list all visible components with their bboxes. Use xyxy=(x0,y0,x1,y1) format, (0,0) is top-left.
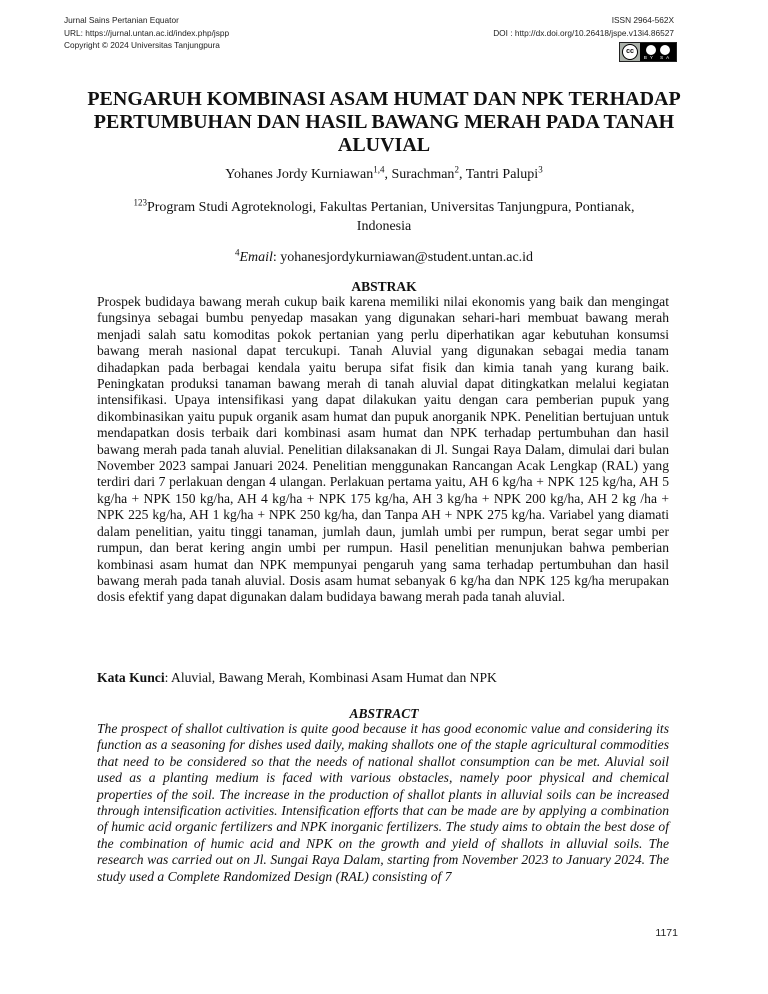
keywords xyxy=(97,670,669,686)
abstract-body: The prospect of shallot cultivation is quite good because it has good economic value and considering its function as a seasoning for dishes used daily, making shallots one of the staple agricultural commodities that need to be considered so that the needs of national shallot consumption can be met. Aluvial soil used as a planting medium is faced with various obstacles, namely poor physical and chemical properties of the soil. The increase in the production of shallot plants in alluvial soils can be increased through intensification activities. Intensification efforts that can be made are by applying a combination of humic acid organic fertilizers and NPK inorganic fertilizers. The study aims to obtain the best dose of the combination of humic acid and NPK on the growth and yield of shallots in alluvial soils. The research was carried out on Jl. Sungai Raya Dalam, starting from November 2023 to January 2024. The study used a Complete Randomized Design (RAL) consisting of 7 xyxy=(97,721,669,884)
keywords-label: Kata Kunci xyxy=(97,670,165,685)
author-name: Surachman xyxy=(391,167,455,182)
doi-link[interactable]: DOI : http://dx.doi.org/10.26418/jspe.v13i4.86527 xyxy=(493,27,674,38)
journal-header-right xyxy=(493,14,674,39)
abstract-heading: ABSTRACT xyxy=(349,706,419,721)
license-label: BY SA xyxy=(643,55,673,60)
journal-url[interactable]: URL: https://jurnal.untan.ac.id/index.php/jspp xyxy=(64,27,230,38)
cc-by-sa-license-badge[interactable] xyxy=(619,42,677,62)
author-list: Yohanes Jordy Kurniawan$^{1,4}$, Surachman$^2$, Tantri Palupi$^3$ xyxy=(225,164,543,182)
email-superscript: 4 xyxy=(234,247,240,258)
by-icon xyxy=(646,45,656,55)
cc-icon: cc xyxy=(620,43,640,61)
issn: ISSN 2964-562X xyxy=(611,15,674,25)
copyright-notice: Copyright © 2024 Universitas Tanjungpura xyxy=(64,40,220,50)
email-label: Email xyxy=(239,250,273,265)
journal-header-left xyxy=(64,14,229,52)
corresponding-email xyxy=(64,249,704,267)
author-name: Yohanes Jordy Kurniawan xyxy=(225,167,374,182)
sa-icon xyxy=(660,45,670,55)
author-superscript: 1,4 xyxy=(373,164,385,175)
affiliation-superscript: 123 xyxy=(133,197,147,208)
journal-name: Jurnal Sains Pertanian Equator xyxy=(64,15,179,25)
article-title: PENGARUH KOMBINASI ASAM HUMAT DAN NPK TERHADAP PERTUMBUHAN DAN HASIL BAWANG MERAH PADA TANAH ALUVIAL xyxy=(87,88,681,156)
affiliation-text: Program Studi Agroteknologi, Fakultas Pertanian, Universitas Tanjungpura, Pontianak, Indonesia xyxy=(146,200,635,234)
email-address[interactable]: : yohanesjordykurniawan@student.untan.ac.id xyxy=(272,250,534,265)
abstrak-body: Prospek budidaya bawang merah cukup baik karena memiliki nilai ekonomis yang baik dan mengingat fungsinya sebagai bumbu penyedap masakan yang digunakan sehari-hari membuat bawang merah menjadi salah satu komoditas pokok pertanian yang perlu diperhatikan agar kebutuhan konsumsi bawang merah nasional dapat tercukupi. Tanah Aluvial yang digunakan sebagai media tanam dihadapkan pada berbagai kendala yaitu berupa sifat fisik dan kimia tanah yang kurang baik. Peningkatan produksi tanaman bawang merah di tanah aluvial dapat ditingkatkan melalui kegiatan intensifikasi. Upaya intensifikasi yang dapat dilakukan yaitu dengan cara pemberian pupuk yang dikombinasikan yaitu pupuk organik asam humat dan pupuk anorganik NPK. Penelitian bertujuan untuk mendapatkan dosis terbaik dari kombinasi asam humat dan NPK terhadap pertumbuhan dan hasil bawang merah pada tanah aluvial. Penelitian dilaksanakan di Jl. Sungai Raya Dalam, dimulai dari bulan November 2023 sampai Januari 2024. Penelitian menggunakan Rancangan Acak Lengkap (RAL) yang terdiri dari 7 perlakuan dengan 4 ulangan. Perlakuan pertama yaitu, AH 6 kg/ha + NPK 125 kg/ha, AH 5 kg/ha + NPK 150 kg/ha, AH 4 kg/ha + NPK 175 kg/ha, AH 3 kg/ha + NPK 200 kg/ha, AH 2 kg /ha + NPK 225 kg/ha, AH 1 kg/ha + NPK 250 kg/ha, dan Tanpa AH + NPK 275 kg/ha. Variabel yang diamati dalam penelitian, yaitu tinggi tanaman, jumlah daun, jumlah umbi per rumpun, berat segar umbi per rumpun, dan berat kering angin umbi per rumpun. Hasil penelitian menunjukan bahwa pemberian kombinasi asam humat dan NPK mempunyai pengaruh yang sama terhadap pertumbuhan dan hasil bawang merah pada tanah aluvial. Dosis asam humat sebanyak 6 kg/ha dan NPK 125 kg/ha merupakan dosis efektif yang dapat digunakan dalam budidaya bawang merah pada tanah aluvial. xyxy=(97,294,669,605)
page-number: 1171 xyxy=(655,927,678,939)
author-name: Tantri Palupi xyxy=(465,167,539,182)
abstrak-heading: ABSTRAK xyxy=(351,279,417,294)
affiliation xyxy=(110,198,658,236)
keywords-text: : Aluvial, Bawang Merah, Kombinasi Asam Humat dan NPK xyxy=(164,670,497,685)
author-superscript: 2 xyxy=(454,164,459,175)
author-superscript: 3 xyxy=(538,164,543,175)
